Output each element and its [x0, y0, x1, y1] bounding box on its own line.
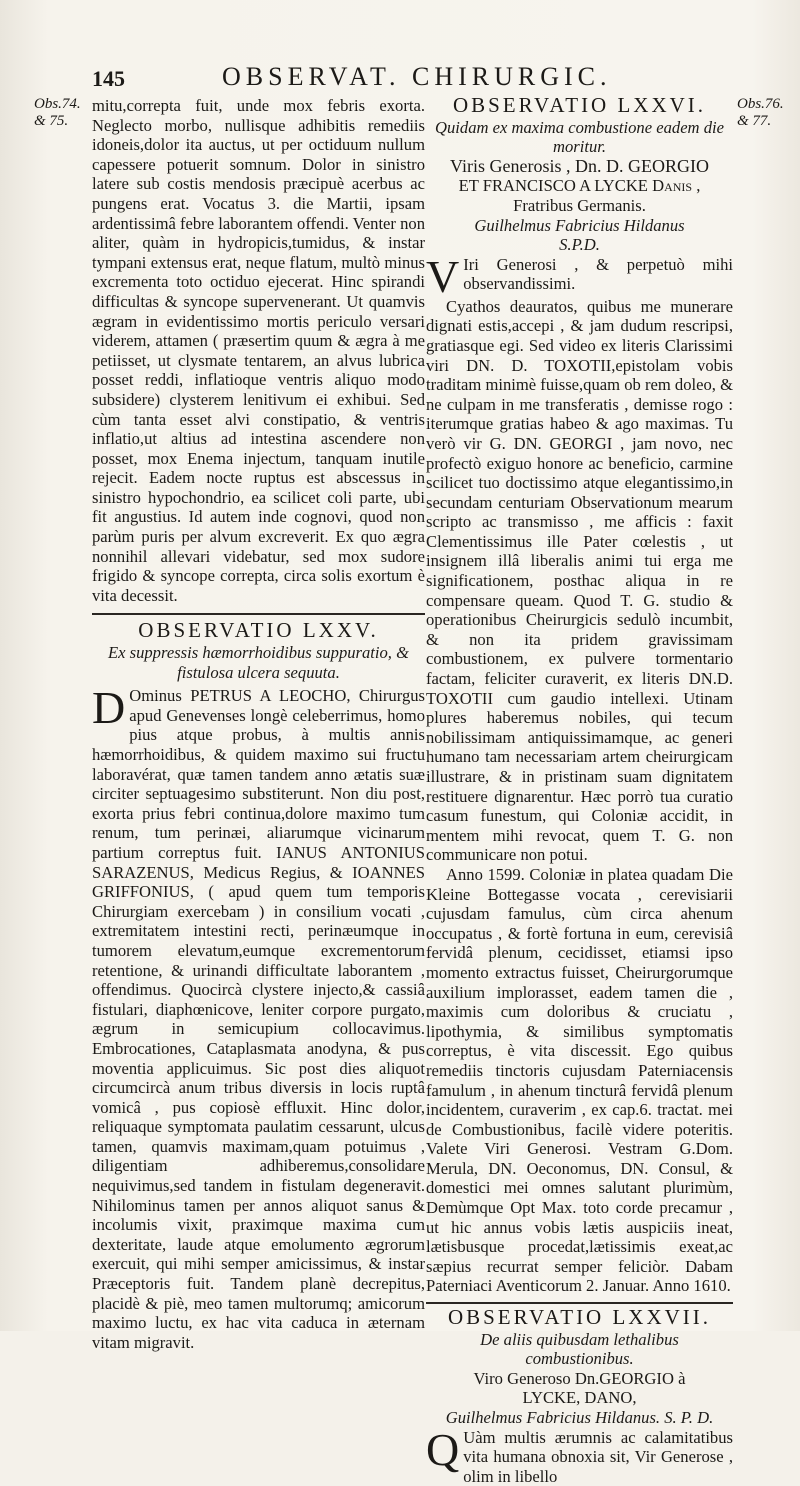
- obs76-para1: Cyathos deauratos, quibus me munerare dignati estis,accepi , & jam dudum rescripsi, gratiasque egi. Sed video ex literis Clarissimi viri DN. D. TOXOTII,epistolam vobis traditam minimè fuisse,quam ob rem doleo, & ne culpam in me transferatis , demisse rogo : iterumque gratias habeo & ago maximas. Tu verò vir G. DN. GEORGI , jam novo, nec profectò exiguo honore ac beneficio, carmine scilicet tuo doctissimo atque elegantissimo,in secundam centuriam Observationum mearum scripto ac transmisso , me afficis : faxit Clementissimus ille Pater cœlestis , ut insignem illâ liberalis animi tui erga me significationem, posthac aliqua in re compensare queam. Quod T. G. studio & operationibus Cheirurgicis sedulò incumbit, & non ita pridem gravissimam combustionem, ex pulvere tormentario factam, feliciter curaverit, ex literis DN.D. TOXOTII cum gaudio intellexi. Utinam plures haberemus nobiles, qui tecum nobilissimam antiquissimamque, ac generi humano tam necessariam artem cheirurgicam illustrare, & in pristinam suam dignitatem restituere dignarentur. Hæc porrò tua curatio casum funestum, qui Coloniæ accidit, in mentem mihi revocat, quem T. G. non communicare non potui.: [426, 296, 733, 865]
- obs77-dedication-1: Viro Generoso Dn.GEORGIO à: [473, 1368, 686, 1388]
- left-column: [92, 96, 425, 1352]
- obs76-author: Guilhelmus Fabricius Hildanus: [474, 215, 685, 235]
- obs77-author: Guilhelmus Fabricius Hildanus. S. P. D.: [445, 1408, 714, 1427]
- obs76-salutation-para: [426, 250, 733, 302]
- obs77-body: [426, 1423, 733, 1486]
- obs77-dedication-2: LYCKE, DANO,: [522, 1388, 637, 1408]
- page-number: 145: [92, 66, 125, 91]
- obs76-dropcap: V: [426, 250, 460, 302]
- obs76-subtitle: Quidam ex maxima combustione eadem die moritur.: [435, 117, 724, 157]
- obs75-body: [92, 682, 425, 1352]
- obs74-continuation: mitu,correpta fuit, unde mox febris exorta. Neglecto morbo, nullisque adhibitis remediis idoneis,dolor ita auctus, ut per octiduum nullum capessere potuerit somnum. Dolor in sinistro latere sub costis mendosis præcipuè acerbus ac pungens erat. Vocatus 3. die Martii, ipsam ardentissimâ febre laborantem offendi. Venter non aliter, quàm in hydropicis,tumidus, & instar tympani extensus erat, neque flatum, multò minus excrementa toto octiduo ejecerat. Hinc spirandi difficultas & syncope supervenerant. Ut quamvis ægram in evidentissimo mortis periculo versari viderem, attamen ( præsertim quum & ægra à me petiisset, ut clysmate tentarem, an alvus lubrica posset reddi, inflatioque ventris aliquo modo subsidere) clysterem lenitivum ei exhibui. Sed cùm tanta esset alvi constipatio, & ventris inflatio,ut altius ad intestina ascendere non posset, mox Enema injectum, tanquam inutile rejecit. Eadem nocte ruptus est abscessus in sinistro hypochondrio, ea scilicet coli parte, ubi fit angustius. Id autem inde cognovi, quod non parùm puris per alvum excreverit. Ex quo ægra nonnihil allevari videbatur, sed mox sudore frigido & syncope correpta, circa solis exortum è vita decessit.: [92, 96, 425, 605]
- obs75-title: OBSERVATIO LXXV.: [138, 618, 379, 643]
- obs76-dedication-3: Fratribus Germanis.: [513, 195, 646, 215]
- margin-note-left: Obs.74. & 75.: [34, 96, 81, 129]
- obs77-title: OBSERVATIO LXXVII.: [447, 1305, 712, 1330]
- obs75-dropcap: D: [92, 682, 126, 734]
- right-column: [426, 93, 733, 1486]
- obs76-dedication-2: ET FRANCISCO A LYCKE Danis ,: [458, 176, 701, 196]
- obs75-subtitle: Ex suppressis hæmorrhoidibus suppuratio, & fistulosa ulcera sequuta.: [107, 643, 410, 682]
- section-divider-2: [426, 1302, 733, 1304]
- obs75-text: Ominus PETRUS A LEOCHO, Chirurgus apud Genevenses longè celeberrimus, homo pius atque probus, à multis annis hæmorrhoidibus, & quidem maximo sui fructu laboravérat, quæ tamen tandem anno ætatis suæ circiter septuagesimo substiterunt. Non diu post, exorta prius febri continua,dolore maximo tum renum, tum perinæi, aliarumque vicinarum partium correptus fuit. IANUS ANTONIUS SARAZENUS, Medicus Regius, & IOANNES GRIFFONIUS, ( apud quem tum temporis Chirurgiam exercebam ) in consilium vocati , extremitatem intestini recti, perinæumque in tumorem elevatum,eumque excrementorum retentione, & urinandi difficultate laborantem , offendimus. Quocircà clystere injecto,& cassiâ fistulari, diaphœnicove, leniter corpore purgato, ægrum in semicupium collocavimus. Embrocationes, Cataplasmata anodyna, & pus moventia applicuimus. Sic post dies aliquot circumcircà anum tribus diversis in locis ruptâ vomicâ , pus copiosè effluxit. Hinc dolor, reliquaque symptomata paulatim cessarunt, ulcus tamen, quamvis maximam,quam potuimus , diligentiam adhiberemus,consolidare nequivimus,sed tandem in fistulam degeneravit. Nihilominus tamen per annos aliquot sanus & incolumis vixit, praximque maxima cum dexteritate, laude atque emolumento ægrorum exercuit, qui mihi semper amicissimus, & instar Præceptoris fuit. Tandem planè decrepitus, placidè & piè, meo tamen multorumq; amicorum maximo luctu, ex hac vita caduca in æternam vitam migravit.: [92, 686, 425, 1352]
- obs76-para2: Anno 1599. Coloniæ in platea quadam Die Kleine Bottegasse vocata , cerevisiarii cujusdam famulus, cùm circa ahenum occupatus , & fortè fortuna in eum, cerevisiâ fervidâ plenum, cecidisset, etiamsi ipso momento extractus fuisset, Cheirurgorumque auxilium implorasset, eadem tamen die , maximis cum doloribus & cruciatu , lipothymia, & similibus symptomatis correptus, è vita discessit. Ego quibus remediis tinctoris cujusdam Paterniacensis famulum , in ahenum tincturâ fervidâ plenum incidentem, curaverim , ex cap.6. tractat. mei de Combustionibus, facilè videre poteritis. Valete Viri Generosi. Vestram G.Dom. Merula, DN. Oeconomus, DN. Consul, & domestici mei omnes salutant plurimùm, Demùmque Opt Max. toto corde precamur , ut hic annus vobis lætis auspiciis ineat, lætisbusque procedat,lætissimis exeat,ac sæpius recurrat semper feliciòr. Dabam Paterniaci Aventicorum 2. Januar. Anno 1610.: [426, 864, 733, 1296]
- obs76-spd: S.P.D.: [559, 235, 600, 255]
- obs77-text: Uàm multis ærumnis ac calamitatibus vita humana obnoxia sit, Vir Generose , olim in libello: [463, 1427, 733, 1486]
- obs76-dedication-1: Viris Generosis , Dn. D. GEORGIO: [450, 155, 709, 176]
- obs76-salutation: Iri Generosi , & perpetuò mihi observandissimi.: [463, 254, 733, 294]
- margin-note-right: Obs.76. & 77.: [737, 96, 784, 129]
- obs77-dropcap: Q: [426, 1423, 460, 1475]
- obs76-title: OBSERVATIO LXXVI.: [452, 93, 707, 117]
- obs77-subtitle: De aliis quibusdam lethalibus combustionibus.: [480, 1329, 679, 1369]
- section-divider: [92, 613, 425, 615]
- running-head: OBSERVAT. CHIRURGIC.: [222, 62, 612, 91]
